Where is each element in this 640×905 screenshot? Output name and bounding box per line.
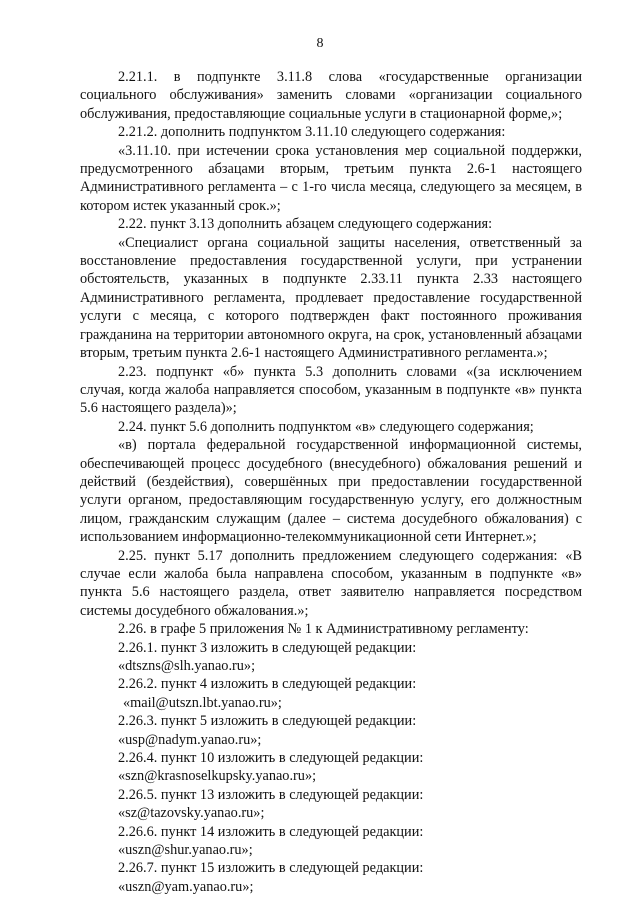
paragraph-2-24: 2.24. пункт 5.6 дополнить подпунктом «в» следующего содержания; <box>118 418 534 435</box>
item-email: «mail@utszn.lbt.yanao.ru»; <box>123 694 282 711</box>
item-email: «uszn@shur.yanao.ru»; <box>118 842 253 859</box>
item-email: «uszn@yam.yanao.ru»; <box>118 878 254 895</box>
page-number: 8 <box>316 36 324 51</box>
paragraph-2-25: 2.25. пункт 5.17 дополнить предложением следующего содержания: «В случае если жалоба была направлена способом, указанным в подпункте «в» пункта 5.6 настоящего раздела, ответ заявителю направляется посредством системы досудебного обжалования.»; <box>80 547 582 619</box>
item-instruction: 2.26.1. пункт 3 изложить в следующей редакции: <box>118 639 417 656</box>
paragraph-specialist-quote: «Специалист органа социальной защиты населения, ответственный за восстановление предоставления государственной услуги, при устранении обстоятельств, указанных в подпункте 2.33.11 пункта 2.33 настоящего Административного регламента, продлевает предоставление государственной услуги с месяца, с которого подтвержден факт постоянного проживания гражданина на территории автономного округа, на срок, установленный абзацами вторым, третьим пункта 2.6-1 настоящего Административного регламента.»; <box>80 234 582 362</box>
item-email: «szn@krasnoselkupsky.yanao.ru»; <box>118 768 317 785</box>
item-instruction: 2.26.2. пункт 4 изложить в следующей редакции: <box>118 676 417 693</box>
item-instruction: 2.26.3. пункт 5 изложить в следующей редакции: <box>118 713 417 730</box>
item-instruction: 2.26.6. пункт 14 изложить в следующей редакции: <box>118 823 424 840</box>
item-instruction: 2.26.4. пункт 10 изложить в следующей редакции: <box>118 750 424 767</box>
item-email: «usp@nadym.yanao.ru»; <box>118 731 262 748</box>
paragraph-2-21-1: 2.21.1. в подпункте 3.11.8 слова «государственные организации социального обслуживания» заменить словами «организации социального обслуживания, предоставляющие социальные услуги в стационарной форме,»; <box>80 69 582 122</box>
paragraph-2-26: 2.26. в графе 5 приложения № 1 к Административному регламенту: <box>118 621 529 638</box>
item-email: «dtszns@slh.yanao.ru»; <box>118 658 256 674</box>
paragraph-2-21-2: 2.21.2. дополнить подпунктом 3.11.10 следующего содержания: <box>118 124 506 141</box>
paragraph-2-22: 2.22. пункт 3.13 дополнить абзацем следующего содержания: <box>118 216 493 233</box>
paragraph-portal-quote: «в) портала федеральной государственной информационной системы, обеспечивающей процесс досудебного (внесудебного) обжалования решений и действий (бездействия), совершённых при предоставлении государственной услуги органом, предоставляющим государственную услугу, его должностным лицом, гражданским служащим (далее – система досудебного обжалования) с использованием информационно-телекоммуникационной сети Интернет.»; <box>80 437 582 546</box>
item-instruction: 2.26.5. пункт 13 изложить в следующей редакции: <box>118 786 424 803</box>
document-body <box>80 68 582 896</box>
item-email: «sz@tazovsky.yanao.ru»; <box>118 805 265 822</box>
paragraph-3-11-10-quote: «3.11.10. при истечении срока установления мер социальной поддержки, предусмотренного абзацами вторым, третьим пункта 2.6-1 настоящего Административного регламента – с 1-го числа месяца, следующего за месяцем, в котором истек указанный срок.»; <box>80 142 582 214</box>
item-instruction: 2.26.7. пункт 15 изложить в следующей редакции: <box>118 860 424 877</box>
paragraph-2-23: 2.23. подпункт «б» пункта 5.3 дополнить словами «(за исключением случая, когда жалоба направляется способом, указанным в подпункте «в» пункта 5.6 настоящего раздела)»; <box>80 363 582 417</box>
